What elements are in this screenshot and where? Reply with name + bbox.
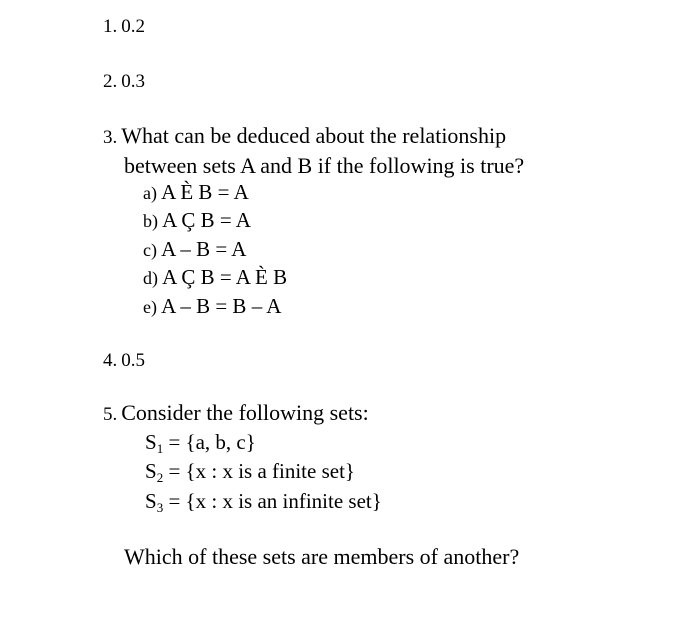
item-3-number: 3.: [103, 127, 118, 148]
item-3-line-2: [124, 153, 524, 179]
item-2-value: 0.3: [121, 71, 145, 92]
option-a-text: A È B = A: [161, 180, 249, 204]
option-d-label: d): [143, 268, 158, 288]
option-d: [143, 265, 287, 290]
item-1-number: 1.: [103, 16, 118, 37]
option-e-text: A – B = B – A: [161, 294, 282, 318]
option-a: [143, 180, 249, 205]
item-3-question-line-2: between sets A and B if the following is true?: [124, 153, 525, 178]
set-s1-definition: = {a, b, c}: [168, 430, 256, 454]
set-s2-definition: = {x : x is a finite set}: [168, 459, 355, 483]
option-e-label: e): [143, 297, 157, 317]
option-c: [143, 237, 246, 262]
item-1-value: 0.2: [121, 16, 145, 37]
item-5-line-1: [103, 400, 369, 426]
item-2-number: 2.: [103, 71, 118, 92]
item-5-question: Consider the following sets:: [121, 400, 369, 425]
item-4-number: 4.: [103, 350, 118, 371]
item-5-number: 5.: [103, 404, 118, 425]
set-s3-definition: = {x : x is an infinite set}: [168, 489, 382, 513]
option-c-text: A – B = A: [161, 237, 247, 261]
option-b-text: A Ç B = A: [162, 208, 251, 232]
set-s2: [145, 459, 355, 484]
set-s3-symbol: S: [145, 489, 157, 513]
item-4: [103, 350, 145, 372]
set-s3: [145, 489, 382, 514]
option-c-label: c): [143, 240, 157, 260]
set-s1: [145, 430, 256, 455]
item-4-value: 0.5: [121, 350, 145, 371]
option-e: [143, 294, 281, 319]
set-s2-subscript: 2: [156, 470, 164, 485]
item-2: [103, 71, 145, 93]
set-s3-subscript: 3: [156, 500, 164, 515]
option-b-label: b): [143, 211, 158, 231]
set-s2-symbol: S: [145, 459, 157, 483]
item-1: [103, 16, 145, 38]
item-3-line-1: [103, 123, 506, 149]
option-b: [143, 208, 251, 233]
set-s1-subscript: 1: [156, 441, 164, 456]
set-s1-symbol: S: [145, 430, 157, 454]
item-5-follow-up: Which of these sets are members of another?: [124, 544, 520, 569]
option-a-label: a): [143, 183, 157, 203]
option-d-text: A Ç B = A È B: [162, 265, 288, 289]
item-3-question-line-1: What can be deduced about the relationship: [121, 123, 507, 148]
